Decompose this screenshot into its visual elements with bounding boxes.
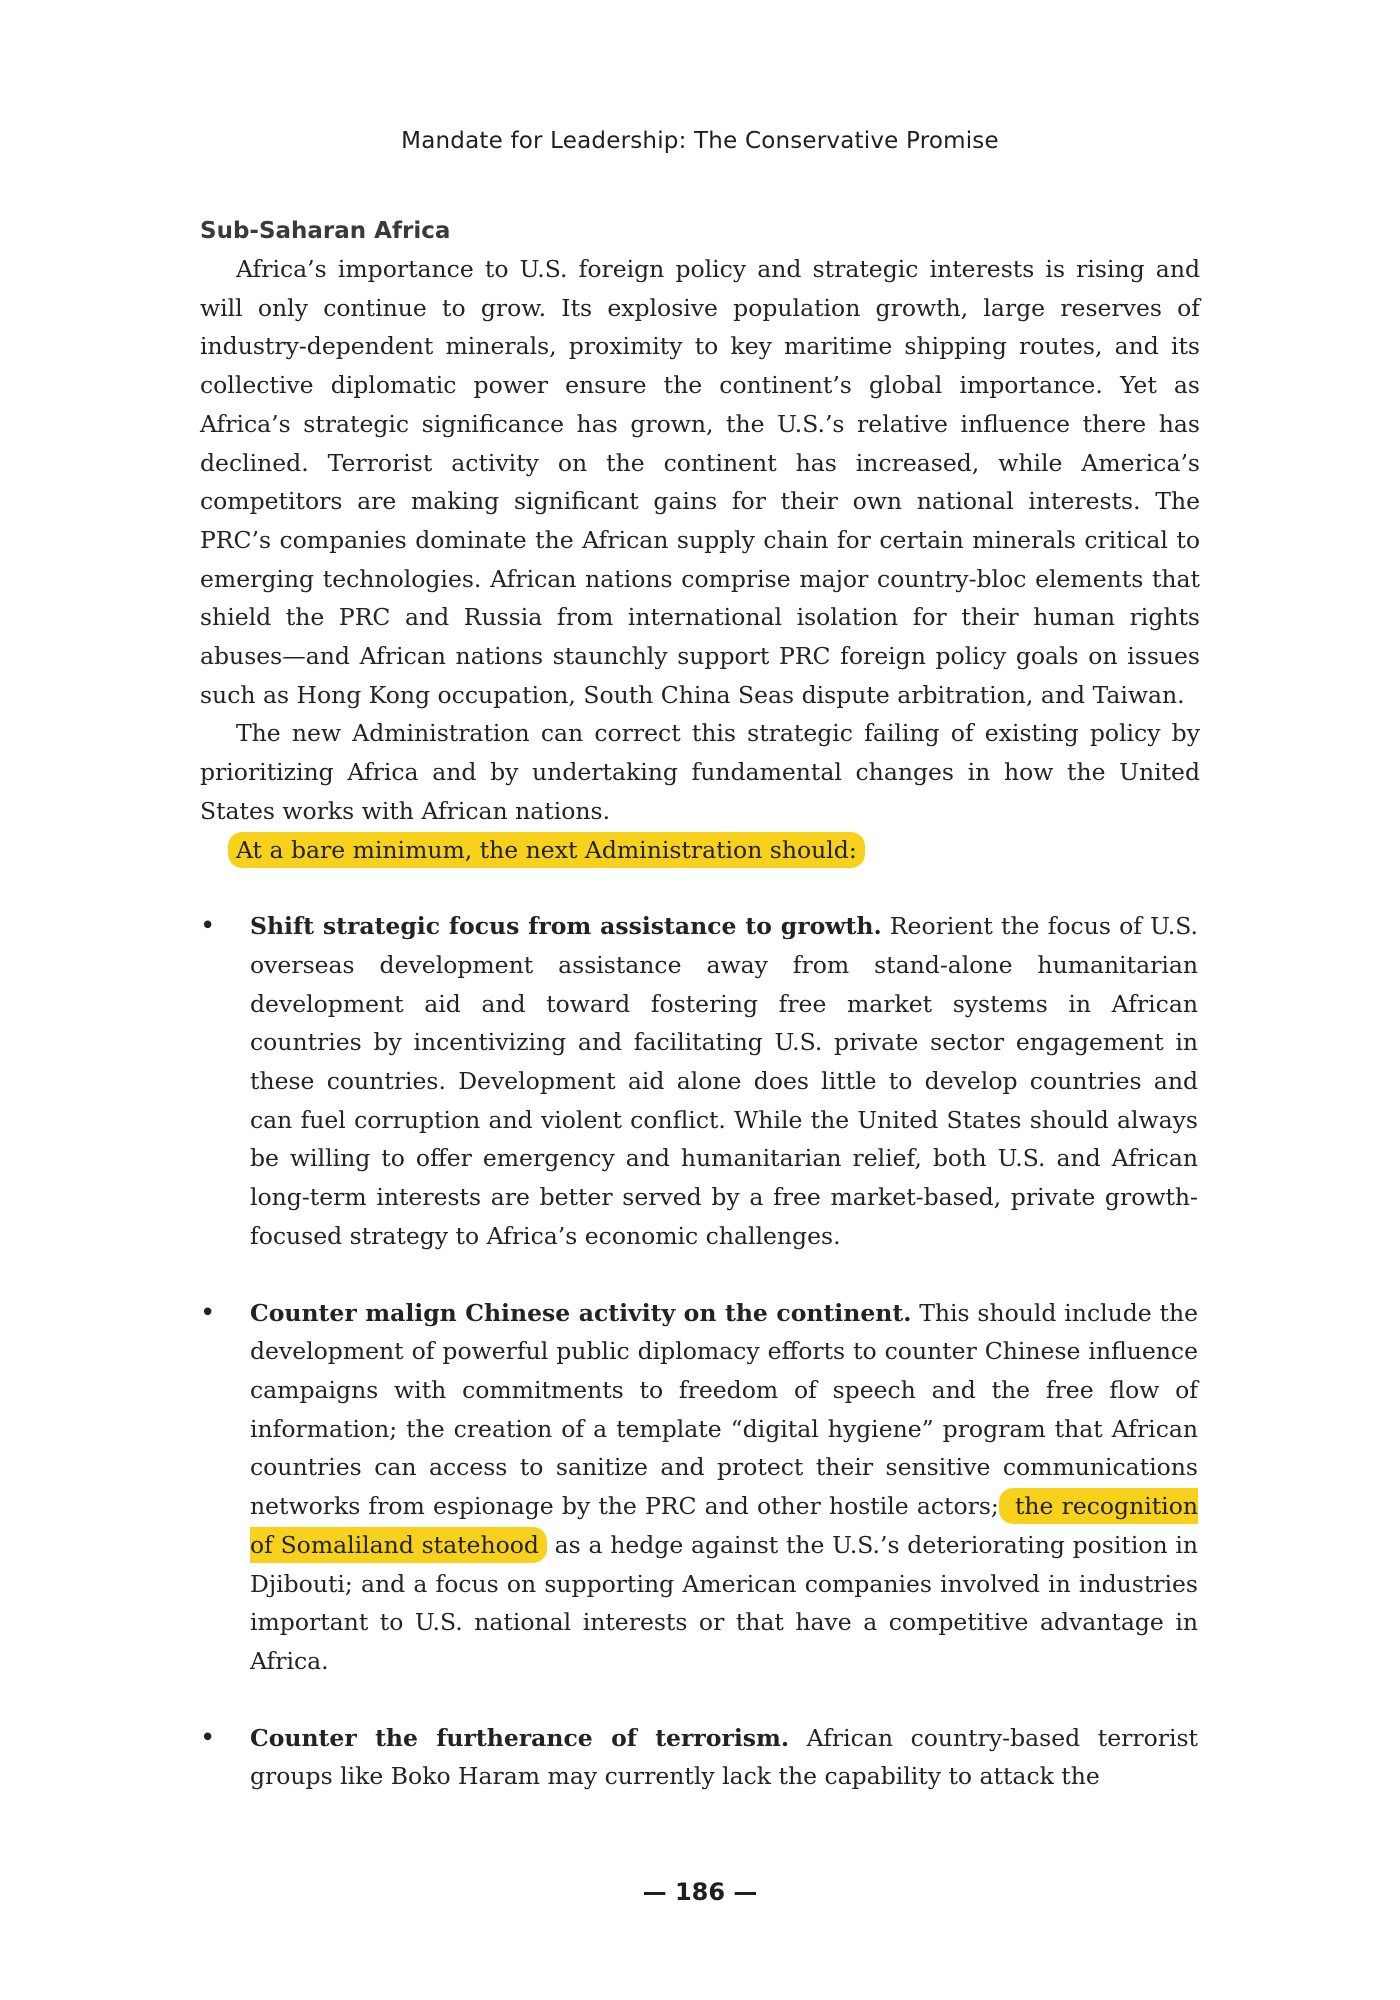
list-item <box>200 1719 1198 1796</box>
minimum-line <box>228 831 1200 870</box>
bullet-heading: Counter the furtherance of terrorism. <box>250 1723 790 1752</box>
recommendation-list <box>200 907 1200 1796</box>
list-item <box>200 1294 1198 1681</box>
body-paragraph: The new Administration can correct this strategic failing of existing policy by prioritizing Africa and by undertaking fundamental changes in how the United States works with African nations. <box>200 719 1200 825</box>
section-heading: Sub-Saharan Africa <box>200 218 451 244</box>
highlighted-text: At a bare minimum, the next Administration should: <box>228 832 865 868</box>
page-content <box>200 212 1200 1834</box>
bullet-heading: Counter malign Chinese activity on the continent. <box>250 1298 912 1327</box>
highlighted-text: the recognition of Somaliland statehood <box>250 1488 1198 1563</box>
bullet-text: Reorient the focus of U.S. overseas development assistance away from stand-alone humanitarian development aid and toward fostering free market systems in African countries by incentivizing and facilitating U.S. private sector engagement in these countries. Development aid alone does little to develop countries and can fuel corruption and violent conflict. While the United States should always be willing to offer emergency and humanitarian relief, both U.S. and African long-term interests are better served by a free market-based, private growth-focused strategy to Africa’s economic challenges. <box>250 912 1198 1250</box>
body-paragraph: Africa’s importance to U.S. foreign policy and strategic interests is rising and will only continue to grow. Its explosive population growth, large reserves of industry-dependent minerals, proximity to key maritime shipping routes, and its collective diplomatic power ensure the continent’s global importance. Yet as Africa’s strategic significance has grown, the U.S.’s relative influence there has declined. Terrorist activity on the continent has increased, while America’s competitors are making significant gains for their own national interests. The PRC’s companies dominate the African supply chain for certain minerals critical to emerging technologies. African nations comprise major country-bloc elements that shield the PRC and Russia from international isolation for their human rights abuses—and African nations staunchly support PRC foreign policy goals on issues such as Hong Kong occupation, South China Seas dispute arbitration, and Taiwan. <box>200 255 1200 709</box>
bullet-icon: • <box>200 911 216 942</box>
running-head: Mandate for Leadership: The Conservative Promise <box>401 128 999 154</box>
bullet-text: This should include the development of powerful public diplomacy efforts to counter Chinese influence campaigns with commitments to freedom of speech and the free flow of information; the creation of a template “digital hygiene” program that African countries can access to sanitize and protect their sensitive communications networks from espionage by the PRC and other hostile actors; <box>250 1298 1199 1521</box>
page-number: — 186 — <box>642 1878 758 1906</box>
bullet-heading: Shift strategic focus from assistance to growth. <box>250 912 882 941</box>
list-item <box>200 907 1198 1255</box>
bullet-text: as a hedge against the U.S.’s deteriorating position in Djibouti; and a focus on supporting American companies involved in industries important to U.S. national interests or that have a competitive advantage in Africa. <box>250 1530 1198 1675</box>
bullet-icon: • <box>200 1722 216 1753</box>
bullet-text: African country-based terrorist groups like Boko Haram may currently lack the capability to attack the <box>250 1723 1198 1791</box>
bullet-icon: • <box>200 1297 216 1328</box>
